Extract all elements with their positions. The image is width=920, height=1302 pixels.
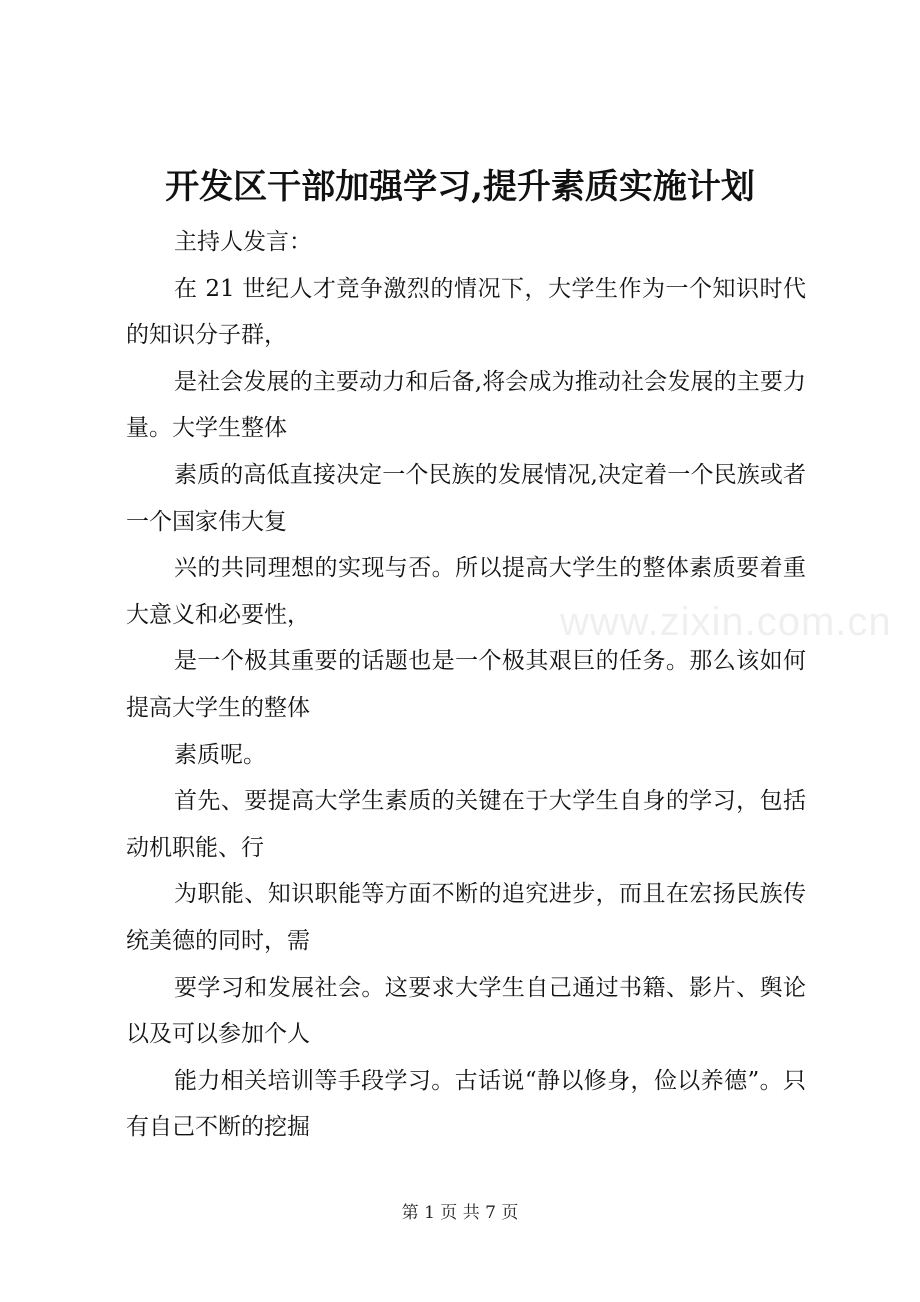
page-footer: 第 1 页 共 7 页 — [401, 1203, 519, 1223]
paragraph-8: 首先、要提高大学生素质的关键在于大学生自身的学习，包括动机职能、行 — [126, 788, 806, 861]
paragraph-6: 是一个极其重要的话题也是一个极其艰巨的任务。那么该如何提高大学生的整体 — [126, 648, 806, 721]
paragraph-5: 兴的共同理想的实现与否。所以提高大学生的整体素质要着重大意义和必要性， — [126, 555, 806, 628]
paragraph-4: 素质的高低直接决定一个民族的发展情况,决定着一个民族或者一个国家伟大复 — [126, 461, 806, 535]
paragraph-10: 要学习和发展社会。这要求大学生自己通过书籍、影片、舆论以及可以参加个人 — [126, 974, 806, 1048]
paragraph-11: 能力相关培训等手段学习。古话说“静以修身，俭以养德”。只有自己不断的挖掘 — [126, 1067, 806, 1141]
watermark: www.zixin.com.cn — [560, 600, 892, 644]
paragraph-2: 在 21 世纪人才竞争激烈的情况下，大学生作为一个知识时代的知识分子群， — [126, 275, 806, 349]
document-body — [126, 219, 806, 1151]
document-title: 开发区干部加强学习,提升素质实施计划 — [165, 167, 755, 207]
paragraph-9: 为职能、知识职能等方面不断的追究进步，而且在宏扬民族传统美德的同时，需 — [126, 881, 806, 954]
paragraph-7: 素质呢。 — [174, 741, 266, 768]
paragraph-3: 是社会发展的主要动力和后备,将会成为推动社会发展的主要力量。大学生整体 — [126, 368, 806, 442]
paragraph-1: 主持人发言： — [174, 229, 312, 255]
